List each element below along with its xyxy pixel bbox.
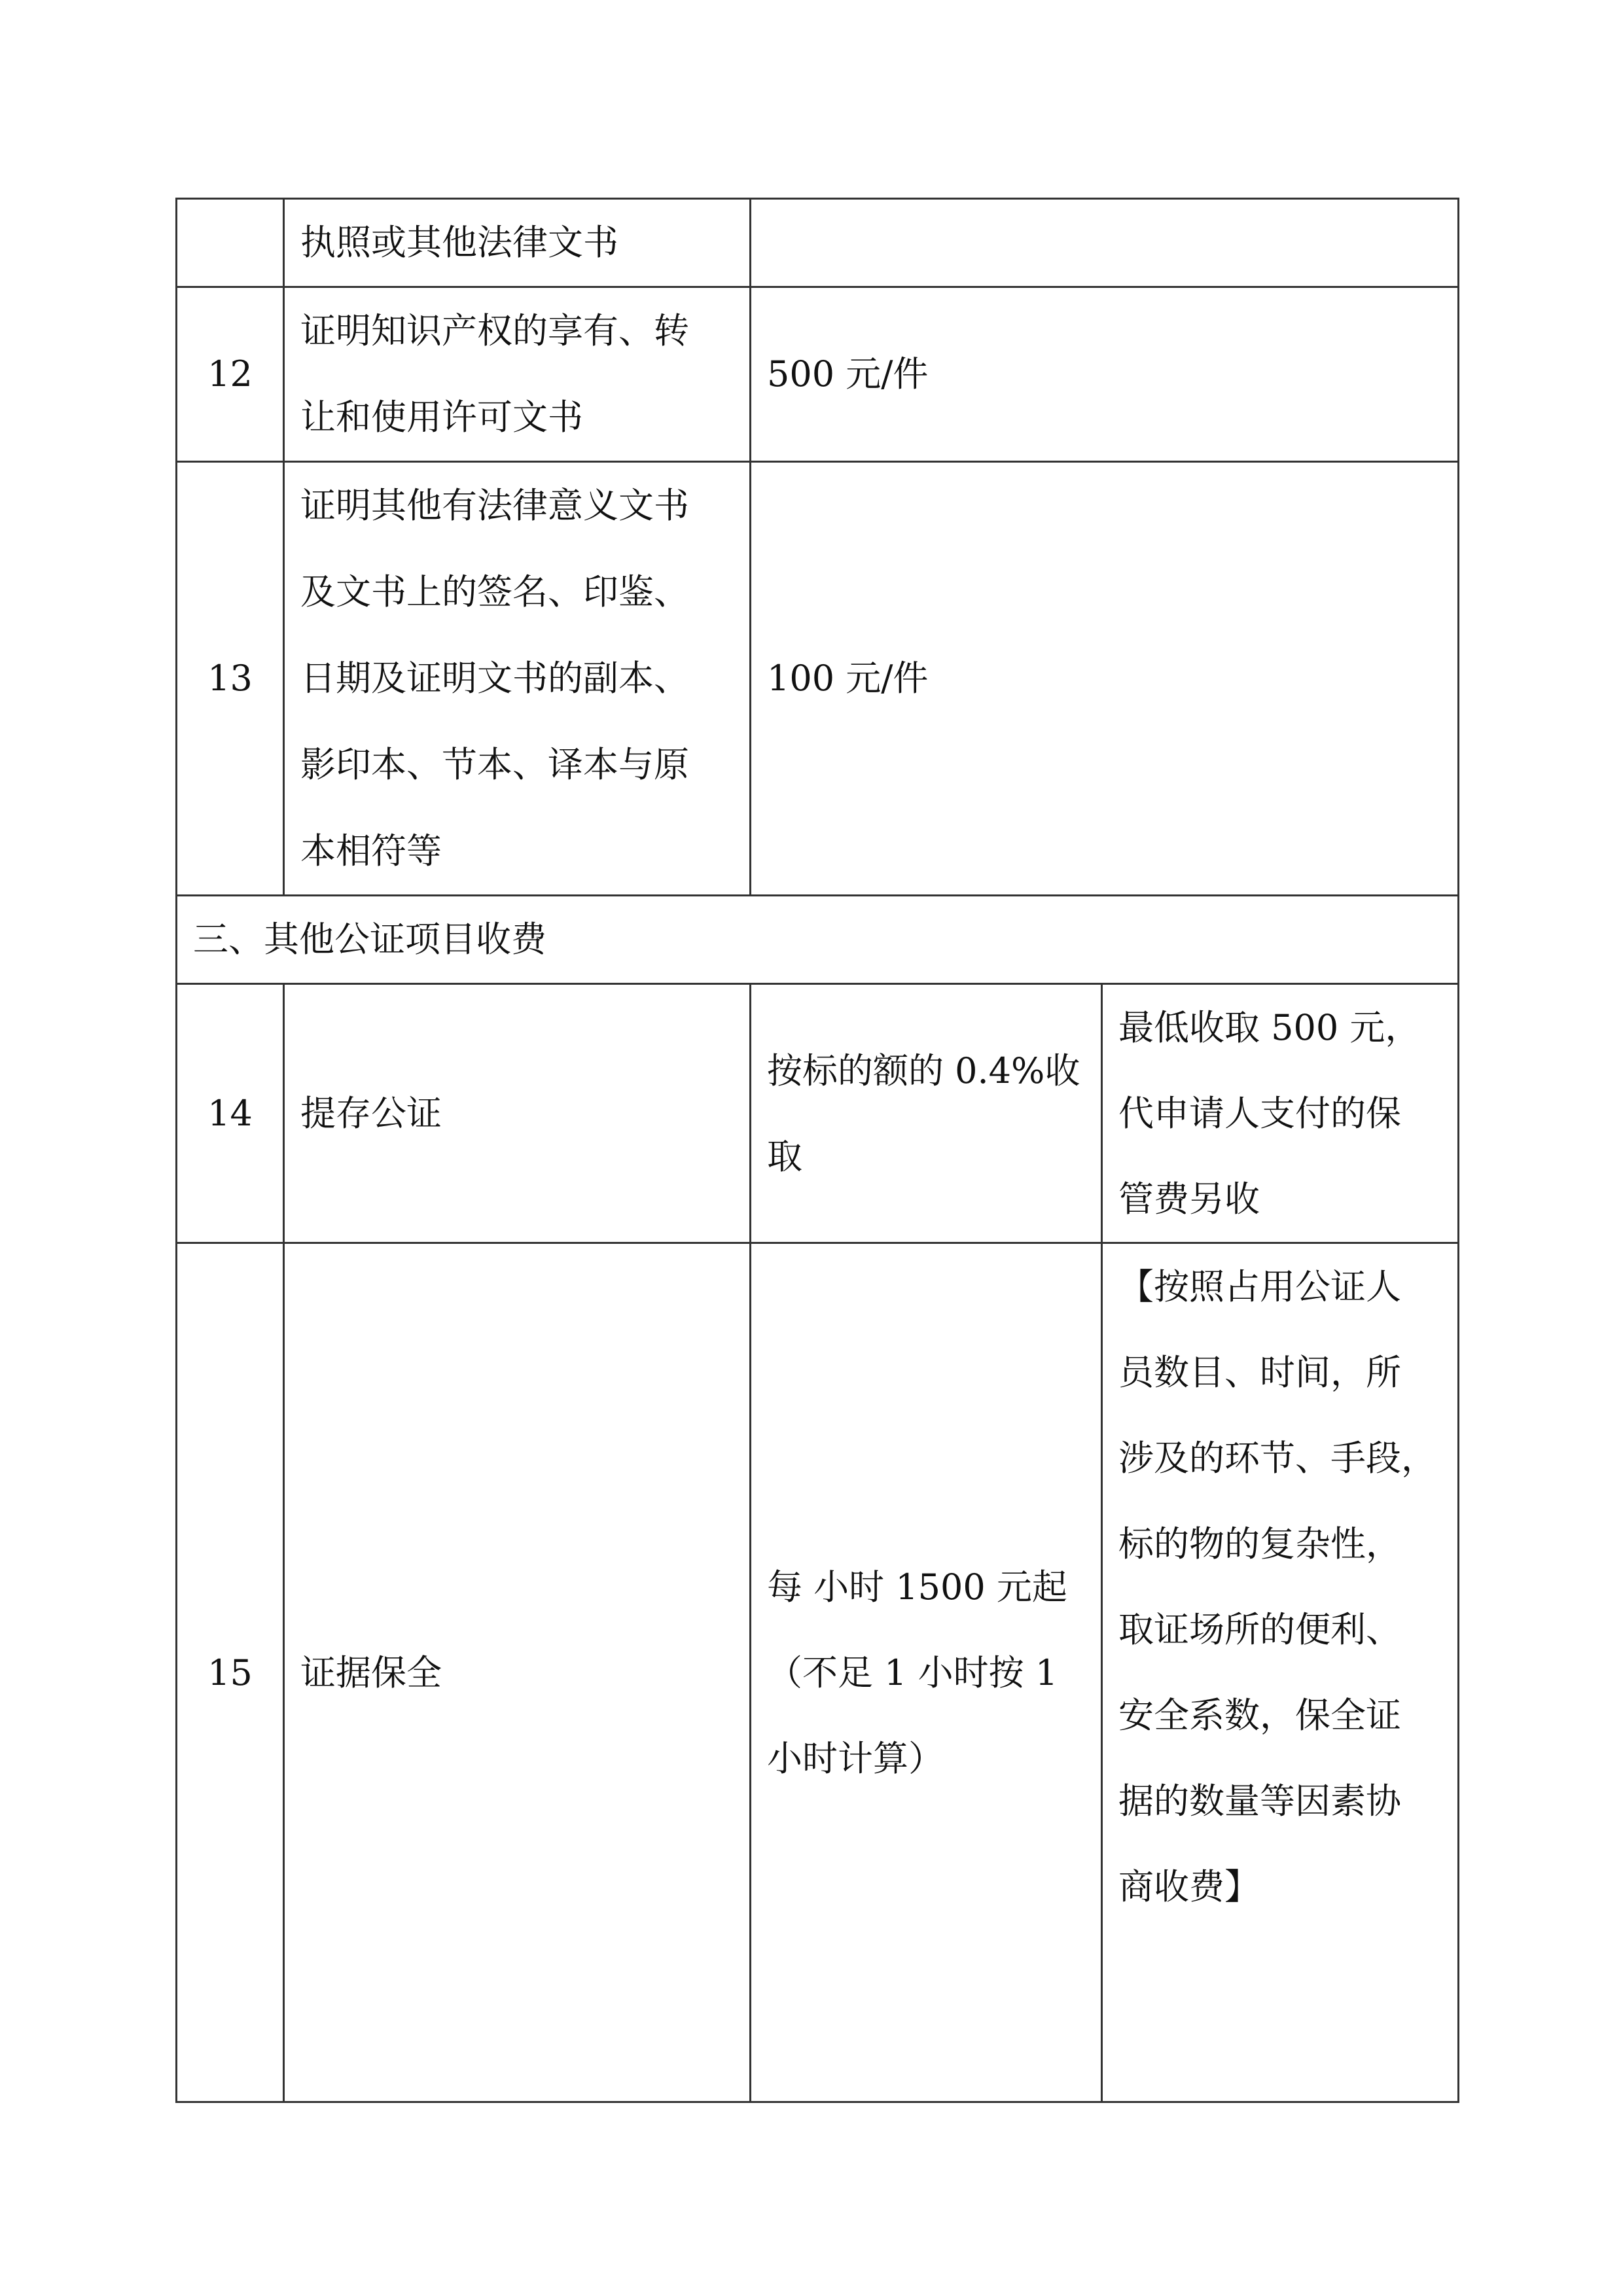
item-cell: 提存公证 bbox=[284, 984, 751, 1243]
row-number: 13 bbox=[177, 462, 284, 896]
fee-table bbox=[175, 198, 1459, 2103]
note-cell: 【按照占用公证人 员数目、时间，所 涉及的环节、手段， 标的物的复杂性， 取证场所的便利、 安全系数，保全证 据的数量等因素协 商收费】 bbox=[1102, 1243, 1459, 2102]
table-row bbox=[177, 199, 1459, 287]
item-cell: 证明知识产权的享有、转 让和使用许可文书 bbox=[284, 287, 751, 462]
section-header-row bbox=[177, 896, 1459, 984]
fee-cell: 按标的额的 0.4%收 取 bbox=[751, 984, 1102, 1243]
fee-cell: 每 小时 1500 元起 （不足 1 小时按 1 小时计算） bbox=[751, 1243, 1102, 2102]
row-number bbox=[177, 199, 284, 287]
item-cell: 证据保全 bbox=[284, 1243, 751, 2102]
note-cell: 最低收取 500 元， 代申请人支付的保 管费另收 bbox=[1102, 984, 1459, 1243]
item-cell: 执照或其他法律文书 bbox=[284, 199, 751, 287]
section-header: 三、其他公证项目收费 bbox=[177, 896, 1459, 984]
table-row bbox=[177, 287, 1459, 462]
item-cell: 证明其他有法律意义文书 及文书上的签名、印鉴、 日期及证明文书的副本、 影印本、节本、译本与原 本相符等 bbox=[284, 462, 751, 896]
row-number: 15 bbox=[177, 1243, 284, 2102]
fee-cell bbox=[751, 199, 1459, 287]
table-row bbox=[177, 984, 1459, 1243]
row-number: 14 bbox=[177, 984, 284, 1243]
fee-cell: 500 元/件 bbox=[751, 287, 1459, 462]
fee-cell: 100 元/件 bbox=[751, 462, 1459, 896]
row-number: 12 bbox=[177, 287, 284, 462]
table-row bbox=[177, 462, 1459, 896]
table-row bbox=[177, 1243, 1459, 2102]
